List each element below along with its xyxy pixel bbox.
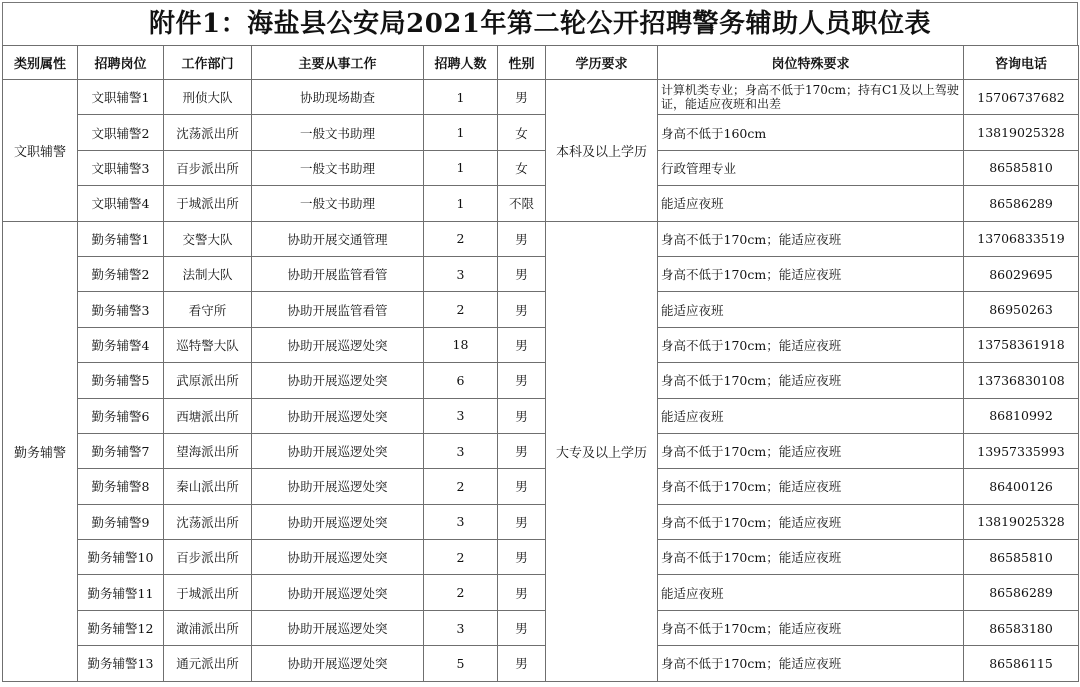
special-cell: 身高不低于170cm；能适应夜班 — [658, 469, 964, 504]
special-cell: 能适应夜班 — [658, 186, 964, 221]
post-cell: 勤务辅警12 — [78, 610, 164, 645]
special-cell: 身高不低于170cm；能适应夜班 — [658, 610, 964, 645]
count-cell: 2 — [424, 469, 498, 504]
phone-cell: 86586289 — [964, 575, 1079, 610]
work-cell: 协助开展巡逻处突 — [252, 327, 424, 362]
education-cell: 本科及以上学历 — [546, 80, 658, 222]
post-cell: 勤务辅警3 — [78, 292, 164, 327]
phone-cell: 86586115 — [964, 646, 1079, 681]
count-cell: 2 — [424, 575, 498, 610]
table-row — [3, 115, 1079, 150]
work-cell: 协助开展巡逻处突 — [252, 610, 424, 645]
table-row — [3, 646, 1079, 681]
dept-cell: 通元派出所 — [164, 646, 252, 681]
gender-cell: 男 — [498, 433, 546, 468]
work-cell: 协助开展巡逻处突 — [252, 398, 424, 433]
work-cell: 一般文书助理 — [252, 186, 424, 221]
phone-cell: 86585810 — [964, 150, 1079, 185]
phone-cell: 86585810 — [964, 540, 1079, 575]
work-cell: 协助开展监管看管 — [252, 292, 424, 327]
table-row — [3, 256, 1079, 291]
page-title: 附件1：海盐县公安局2021年第二轮公开招聘警务辅助人员职位表 — [2, 2, 1078, 45]
post-cell: 勤务辅警7 — [78, 433, 164, 468]
phone-cell: 86400126 — [964, 469, 1079, 504]
dept-cell: 百步派出所 — [164, 150, 252, 185]
work-cell: 协助开展监管看管 — [252, 256, 424, 291]
gender-cell: 男 — [498, 80, 546, 115]
count-cell: 2 — [424, 221, 498, 256]
work-cell: 协助开展巡逻处突 — [252, 575, 424, 610]
header-dept: 工作部门 — [164, 46, 252, 80]
dept-cell: 巡特警大队 — [164, 327, 252, 362]
table-row — [3, 80, 1079, 115]
header-category: 类别属性 — [3, 46, 78, 80]
gender-cell: 女 — [498, 115, 546, 150]
special-cell: 身高不低于170cm；能适应夜班 — [658, 540, 964, 575]
dept-cell: 看守所 — [164, 292, 252, 327]
gender-cell: 男 — [498, 504, 546, 539]
phone-cell: 13736830108 — [964, 363, 1079, 398]
count-cell: 5 — [424, 646, 498, 681]
dept-cell: 望海派出所 — [164, 433, 252, 468]
header-count: 招聘人数 — [424, 46, 498, 80]
post-cell: 文职辅警3 — [78, 150, 164, 185]
special-cell: 计算机类专业；身高不低于170cm；持有C1及以上驾驶证，能适应夜班和出差 — [658, 80, 964, 115]
gender-cell: 女 — [498, 150, 546, 185]
gender-cell: 男 — [498, 610, 546, 645]
post-cell: 勤务辅警1 — [78, 221, 164, 256]
special-cell: 身高不低于170cm；能适应夜班 — [658, 327, 964, 362]
work-cell: 协助开展巡逻处突 — [252, 433, 424, 468]
post-cell: 勤务辅警2 — [78, 256, 164, 291]
count-cell: 2 — [424, 292, 498, 327]
post-cell: 勤务辅警13 — [78, 646, 164, 681]
header-work: 主要从事工作 — [252, 46, 424, 80]
dept-cell: 秦山派出所 — [164, 469, 252, 504]
count-cell: 1 — [424, 186, 498, 221]
dept-cell: 交警大队 — [164, 221, 252, 256]
special-cell: 能适应夜班 — [658, 292, 964, 327]
table-row — [3, 575, 1079, 610]
post-cell: 文职辅警2 — [78, 115, 164, 150]
dept-cell: 武原派出所 — [164, 363, 252, 398]
count-cell: 1 — [424, 80, 498, 115]
table-row — [3, 186, 1079, 221]
gender-cell: 男 — [498, 327, 546, 362]
count-cell: 3 — [424, 398, 498, 433]
table-row — [3, 610, 1079, 645]
table-row — [3, 540, 1079, 575]
work-cell: 一般文书助理 — [252, 150, 424, 185]
phone-cell: 13819025328 — [964, 115, 1079, 150]
count-cell: 3 — [424, 504, 498, 539]
recruitment-sheet — [2, 2, 1078, 683]
header-post: 招聘岗位 — [78, 46, 164, 80]
header-gender: 性别 — [498, 46, 546, 80]
dept-cell: 沈荡派出所 — [164, 504, 252, 539]
table-row — [3, 327, 1079, 362]
dept-cell: 刑侦大队 — [164, 80, 252, 115]
gender-cell: 男 — [498, 575, 546, 610]
phone-cell: 86810992 — [964, 398, 1079, 433]
count-cell: 1 — [424, 150, 498, 185]
post-cell: 文职辅警4 — [78, 186, 164, 221]
special-cell: 行政管理专业 — [658, 150, 964, 185]
special-cell: 身高不低于160cm — [658, 115, 964, 150]
work-cell: 协助开展巡逻处突 — [252, 469, 424, 504]
gender-cell: 男 — [498, 540, 546, 575]
special-cell: 身高不低于170cm；能适应夜班 — [658, 256, 964, 291]
header-row — [3, 46, 1079, 80]
table-row — [3, 221, 1079, 256]
table-row — [3, 469, 1079, 504]
phone-cell: 13819025328 — [964, 504, 1079, 539]
phone-cell: 13706833519 — [964, 221, 1079, 256]
special-cell: 身高不低于170cm；能适应夜班 — [658, 221, 964, 256]
dept-cell: 澉浦派出所 — [164, 610, 252, 645]
special-cell: 能适应夜班 — [658, 398, 964, 433]
phone-cell: 13758361918 — [964, 327, 1079, 362]
post-cell: 勤务辅警8 — [78, 469, 164, 504]
dept-cell: 于城派出所 — [164, 186, 252, 221]
table-row — [3, 504, 1079, 539]
gender-cell: 不限 — [498, 186, 546, 221]
count-cell: 3 — [424, 256, 498, 291]
work-cell: 协助开展巡逻处突 — [252, 363, 424, 398]
table-row — [3, 398, 1079, 433]
count-cell: 1 — [424, 115, 498, 150]
work-cell: 协助开展巡逻处突 — [252, 646, 424, 681]
phone-cell: 15706737682 — [964, 80, 1079, 115]
gender-cell: 男 — [498, 398, 546, 433]
phone-cell: 86586289 — [964, 186, 1079, 221]
dept-cell: 沈荡派出所 — [164, 115, 252, 150]
category-cell: 文职辅警 — [3, 80, 78, 222]
post-cell: 勤务辅警5 — [78, 363, 164, 398]
count-cell: 18 — [424, 327, 498, 362]
table-row — [3, 292, 1079, 327]
post-cell: 勤务辅警4 — [78, 327, 164, 362]
gender-cell: 男 — [498, 221, 546, 256]
table-row — [3, 363, 1079, 398]
header-special: 岗位特殊要求 — [658, 46, 964, 80]
work-cell: 一般文书助理 — [252, 115, 424, 150]
table-row — [3, 433, 1079, 468]
special-cell: 身高不低于170cm；能适应夜班 — [658, 433, 964, 468]
gender-cell: 男 — [498, 646, 546, 681]
header-phone: 咨询电话 — [964, 46, 1079, 80]
count-cell: 3 — [424, 433, 498, 468]
post-cell: 勤务辅警10 — [78, 540, 164, 575]
positions-table — [2, 45, 1079, 682]
post-cell: 勤务辅警11 — [78, 575, 164, 610]
table-body — [3, 80, 1079, 682]
special-cell: 能适应夜班 — [658, 575, 964, 610]
dept-cell: 百步派出所 — [164, 540, 252, 575]
phone-cell: 86950263 — [964, 292, 1079, 327]
count-cell: 6 — [424, 363, 498, 398]
table-row — [3, 150, 1079, 185]
post-cell: 文职辅警1 — [78, 80, 164, 115]
gender-cell: 男 — [498, 256, 546, 291]
post-cell: 勤务辅警6 — [78, 398, 164, 433]
category-cell: 勤务辅警 — [3, 221, 78, 681]
work-cell: 协助开展交通管理 — [252, 221, 424, 256]
work-cell: 协助现场勘查 — [252, 80, 424, 115]
gender-cell: 男 — [498, 469, 546, 504]
phone-cell: 86583180 — [964, 610, 1079, 645]
header-education: 学历要求 — [546, 46, 658, 80]
work-cell: 协助开展巡逻处突 — [252, 540, 424, 575]
work-cell: 协助开展巡逻处突 — [252, 504, 424, 539]
dept-cell: 法制大队 — [164, 256, 252, 291]
special-cell: 身高不低于170cm；能适应夜班 — [658, 363, 964, 398]
dept-cell: 西塘派出所 — [164, 398, 252, 433]
special-cell: 身高不低于170cm；能适应夜班 — [658, 646, 964, 681]
post-cell: 勤务辅警9 — [78, 504, 164, 539]
phone-cell: 13957335993 — [964, 433, 1079, 468]
gender-cell: 男 — [498, 363, 546, 398]
phone-cell: 86029695 — [964, 256, 1079, 291]
count-cell: 2 — [424, 540, 498, 575]
dept-cell: 于城派出所 — [164, 575, 252, 610]
count-cell: 3 — [424, 610, 498, 645]
special-cell: 身高不低于170cm；能适应夜班 — [658, 504, 964, 539]
education-cell: 大专及以上学历 — [546, 221, 658, 681]
gender-cell: 男 — [498, 292, 546, 327]
